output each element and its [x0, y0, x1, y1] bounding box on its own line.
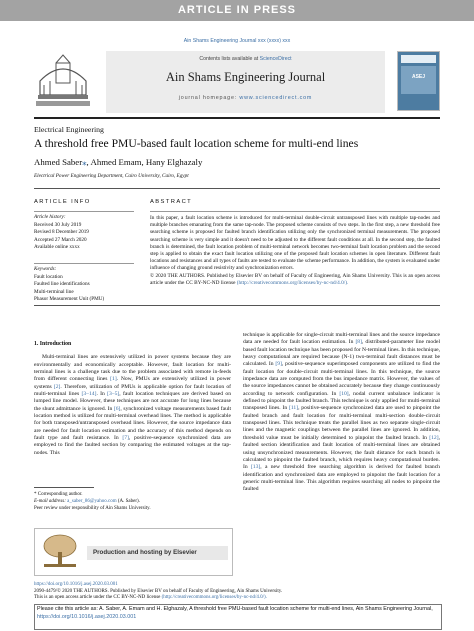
email-link[interactable]: a_saber_86@yahoo.com	[67, 498, 117, 504]
keyword-item: Multi-terminal line	[34, 288, 74, 295]
keyword-item: Fault location	[34, 273, 63, 280]
body-text-run: , positive-sequence synchronized data are employed to find the faulted section by comparing the estimated voltages at the tap-nodes. This	[34, 435, 231, 456]
citation-box	[34, 604, 442, 630]
body-text-run: , nodal current unbalance indicator is defined to pinpoint the faulted branch. This technique is only applied for multi-terminal transposed lines. In	[243, 390, 440, 412]
copyright-line: 2090-4479/© 2020 THE AUTHORS. Published by Elsevier BV on behalf of Faculty of Engineering, Ain Shams University.	[34, 588, 283, 594]
history-online: Available online xxxx	[34, 244, 80, 251]
masthead-center	[106, 51, 385, 113]
keyword-item: Phasor Measurement Unit (PMU)	[34, 296, 105, 303]
footnote-rule	[34, 487, 94, 488]
footer-license-link[interactable]: (http://creativecommons.org/licenses/by-nc-nd/4.0/).	[161, 595, 267, 601]
license-line	[34, 595, 440, 602]
citation-ref-link[interactable]: [3–14]	[81, 391, 97, 398]
other-authors: , Ahmed Emam, Hany Elghazaly	[86, 157, 203, 167]
abstract-copyright	[150, 273, 440, 287]
body-text-run: . Now, PMUs are extensively utilized in power systems	[34, 376, 231, 390]
ain-shams-university-logo	[34, 51, 92, 111]
abstract-text: In this paper, a fault location scheme is introduced for multi-terminal double-circuit untransposed lines with multiple tap-nodes and multiple branches emanating from the same tap-node. The proposed scheme consists of two steps. In the first step, a new threshold free searching scheme is proposed for faulted branch identification utilizing only the synchronized terminal measurements. The proposed searching scheme is very simple and it doesn't need to be adjusted to the different fault conditions at all. In the second step, the faulted branch is determined, the fault location problem of multi-terminal network becomes two-terminal fault location problem and the second step is applied to obtain the exact fault location utilizing one of the proposed fault location schemes in open literature. Different fault locations and resistances and all types of faults are tested to evaluate the scheme performance. In addition, the system is evaluated under influence of changing ground resistivity and synchronization errors.	[150, 215, 440, 272]
journal-reference[interactable]: Ain Shams Engineering Journal xxx (xxxx) xxx	[183, 38, 291, 44]
article-history	[34, 211, 134, 252]
citation-ref-link[interactable]: [13]	[250, 464, 261, 471]
sciencedirect-link[interactable]: ScienceDirect	[259, 56, 292, 62]
doi-link[interactable]: https://doi.org/10.1016/j.asej.2020.03.001	[34, 582, 118, 587]
body-text-run: . In	[96, 391, 108, 398]
body-column-left	[34, 341, 231, 457]
author-affiliation: Electrical Power Engineering Department, Cairo University, Cairo, Egypt	[34, 173, 189, 179]
elsevier-production-box	[34, 528, 233, 576]
article-info-heading: ARTICLE INFO	[34, 199, 91, 205]
homepage-url-link[interactable]: www.sciencedirect.com	[239, 95, 313, 101]
body-text-run: , fault location techniques are derived based on lumped line model. However, these techniques are not accurate for long lines because the shunt admittance is ignored. In	[34, 391, 231, 412]
peer-review-note: Peer review under responsibility of Ain Shams University.	[34, 505, 151, 511]
journal-masthead	[34, 51, 440, 115]
article-in-press-banner: ARTICLE IN PRESS	[0, 0, 474, 21]
citation-ref-link[interactable]: [12]	[429, 434, 439, 441]
contents-prefix: Contents lists available at	[199, 56, 259, 62]
cover-header-strip	[401, 55, 436, 63]
article-title: A threshold free PMU-based fault location scheme for multi-end lines	[34, 137, 359, 150]
citation-ref-link[interactable]: [2]	[53, 383, 61, 390]
masthead-divider	[34, 117, 440, 119]
email-note	[34, 498, 231, 505]
author-list	[34, 157, 202, 168]
body-text-run: . Therefore, utilization of PMUs is applicable option for fault location of multi-terminal lines	[34, 383, 231, 398]
section-label: Electrical Engineering	[34, 125, 104, 134]
cover-image-panel	[401, 66, 436, 94]
history-revised: Revised 8 December 2019	[34, 229, 89, 236]
keywords	[34, 263, 134, 304]
body-text-run: , distributed-parameter line model based fault location technique has been proposed for N-terminal lines. In this technique, heavy computational are required because (N-1) two-terminal fault distances must be calculated. In	[243, 339, 440, 368]
abstract-body	[150, 211, 440, 287]
abstract-divider	[34, 305, 440, 306]
abstract-heading: ABSTRACT	[150, 199, 193, 205]
citation-ref-link[interactable]: [3–5]	[107, 391, 120, 398]
history-label: Article history:	[34, 214, 66, 220]
keywords-label: Keywords:	[34, 266, 57, 272]
license-prefix: This is an open access article under the CC BY-NC-ND license	[34, 595, 161, 601]
cover-label: ASEJ	[411, 74, 426, 80]
citation-doi-link[interactable]: https://doi.org/10.1016/j.asej.2020.03.001	[37, 613, 137, 620]
journal-homepage	[106, 95, 385, 101]
citation-ref-link[interactable]: [8]	[355, 339, 362, 346]
corresponding-author-note: * Corresponding author.	[34, 491, 83, 497]
citation-ref-link[interactable]: [10]	[339, 390, 349, 397]
citation-ref-link[interactable]: [11]	[288, 405, 299, 412]
license-link[interactable]: (http://creativecommons.org/licenses/by-nc-nd/4.0/).	[236, 279, 349, 286]
body-text-run: , a new threshold free searching algorithm is derived for faulted branch identification and synchronized data are employed to pinpoint the fault location for a generic multi-terminal line. This algorithm requires searching all nodes to pinpoint the faulted	[243, 464, 440, 493]
body-text-run: Multi-terminal lines are extensively utilized in power systems because they are environmentally and economically acceptable. However, fault location for multi-terminal lines is a challenge task due to the problem associated with remote in-feeds from different connecting lines	[34, 354, 231, 383]
body-column-right	[243, 332, 440, 494]
contents-line	[106, 56, 385, 62]
intro-paragraph	[34, 354, 231, 457]
body-text-run: technique is applicable for single-circuit multi-terminal lines and the source impedance data are needed for fault location estimation. In	[243, 332, 440, 346]
intro-paragraph-continued	[243, 332, 440, 494]
history-received: Received 30 July 2019	[34, 221, 82, 228]
keyword-item: Faulted line identifications	[34, 281, 90, 288]
body-text-run: , positive-sequence synchronized data are used to pinpoint the faulted branch and fault location for multi-terminal multi-section double-circuit transposed lines. This technique treats the parallel lines as two separate single-circuit lines and the magnetic couplings between the parallel lines are ignored. In addition, threshold value must be initially determined to pinpoint the faulted branch. In	[243, 405, 440, 441]
header-divider	[34, 188, 440, 189]
first-author[interactable]: Ahmed Saber	[34, 157, 83, 167]
citation-text: Please cite this article as: A. Saber, A. Emam and H. Elghazaly, A threshold free PMU-based fault location scheme for multi-end lines, Ain Shams Engineering Journal,	[37, 606, 433, 612]
citation-ref-link[interactable]: [9]	[275, 361, 282, 368]
citation-ref-link[interactable]: [7]	[122, 435, 129, 442]
email-suffix: (A. Saber).	[117, 498, 140, 504]
production-hosting-label: Production and hosting by Elsevier	[87, 546, 228, 560]
citation-ref-link[interactable]: [1]	[110, 376, 117, 383]
publication-meta	[34, 582, 440, 602]
body-text-run: , faulted section identification and fault location of multi-terminal lines are obtained using unsynchronized measurements. However, the fault distance for each branch is calculated to pinpoint the faulted branch, which requires heavy computational burden. In	[243, 434, 440, 471]
history-accepted: Accepted 27 March 2020	[34, 236, 87, 243]
elsevier-tree-logo	[38, 532, 82, 570]
citation-ref-link[interactable]: [6]	[113, 405, 121, 412]
footnotes	[34, 487, 231, 512]
copyright-text: © 2020 THE AUTHORS. Published by Elsevier BV on behalf of Faculty of Engineering, Ain Shams University. This is an open access article under the CC BY-NC-ND license	[150, 272, 440, 286]
section-heading: 1. Introduction	[34, 341, 72, 347]
journal-title: Ain Shams Engineering Journal	[165, 70, 326, 84]
journal-cover-thumbnail	[397, 51, 440, 111]
body-text-run: , synchronized voltage measurements based fault location method is utilized for multi-terminal overhead lines. The method is applicable for both transposed/untransposed overhead lines. However, the source impedance data are needed for fault location estimation and the accuracy of this method depends on fault type and fault resistance. In	[34, 405, 231, 442]
homepage-prefix: journal homepage:	[178, 95, 238, 101]
email-label: E-mail address:	[34, 498, 66, 504]
body-text-run: , positive-sequence superimposed components are utilized to find the fault location for double-circuit multi-terminal lines. In this technique, the source impedance data are computed from the bus impedance matrix. However, the values of the source impedances cannot be obtained accurately because they change continuously according to network configuration. In	[243, 361, 440, 397]
corresponding-author-marker[interactable]: ⁎	[82, 157, 87, 167]
